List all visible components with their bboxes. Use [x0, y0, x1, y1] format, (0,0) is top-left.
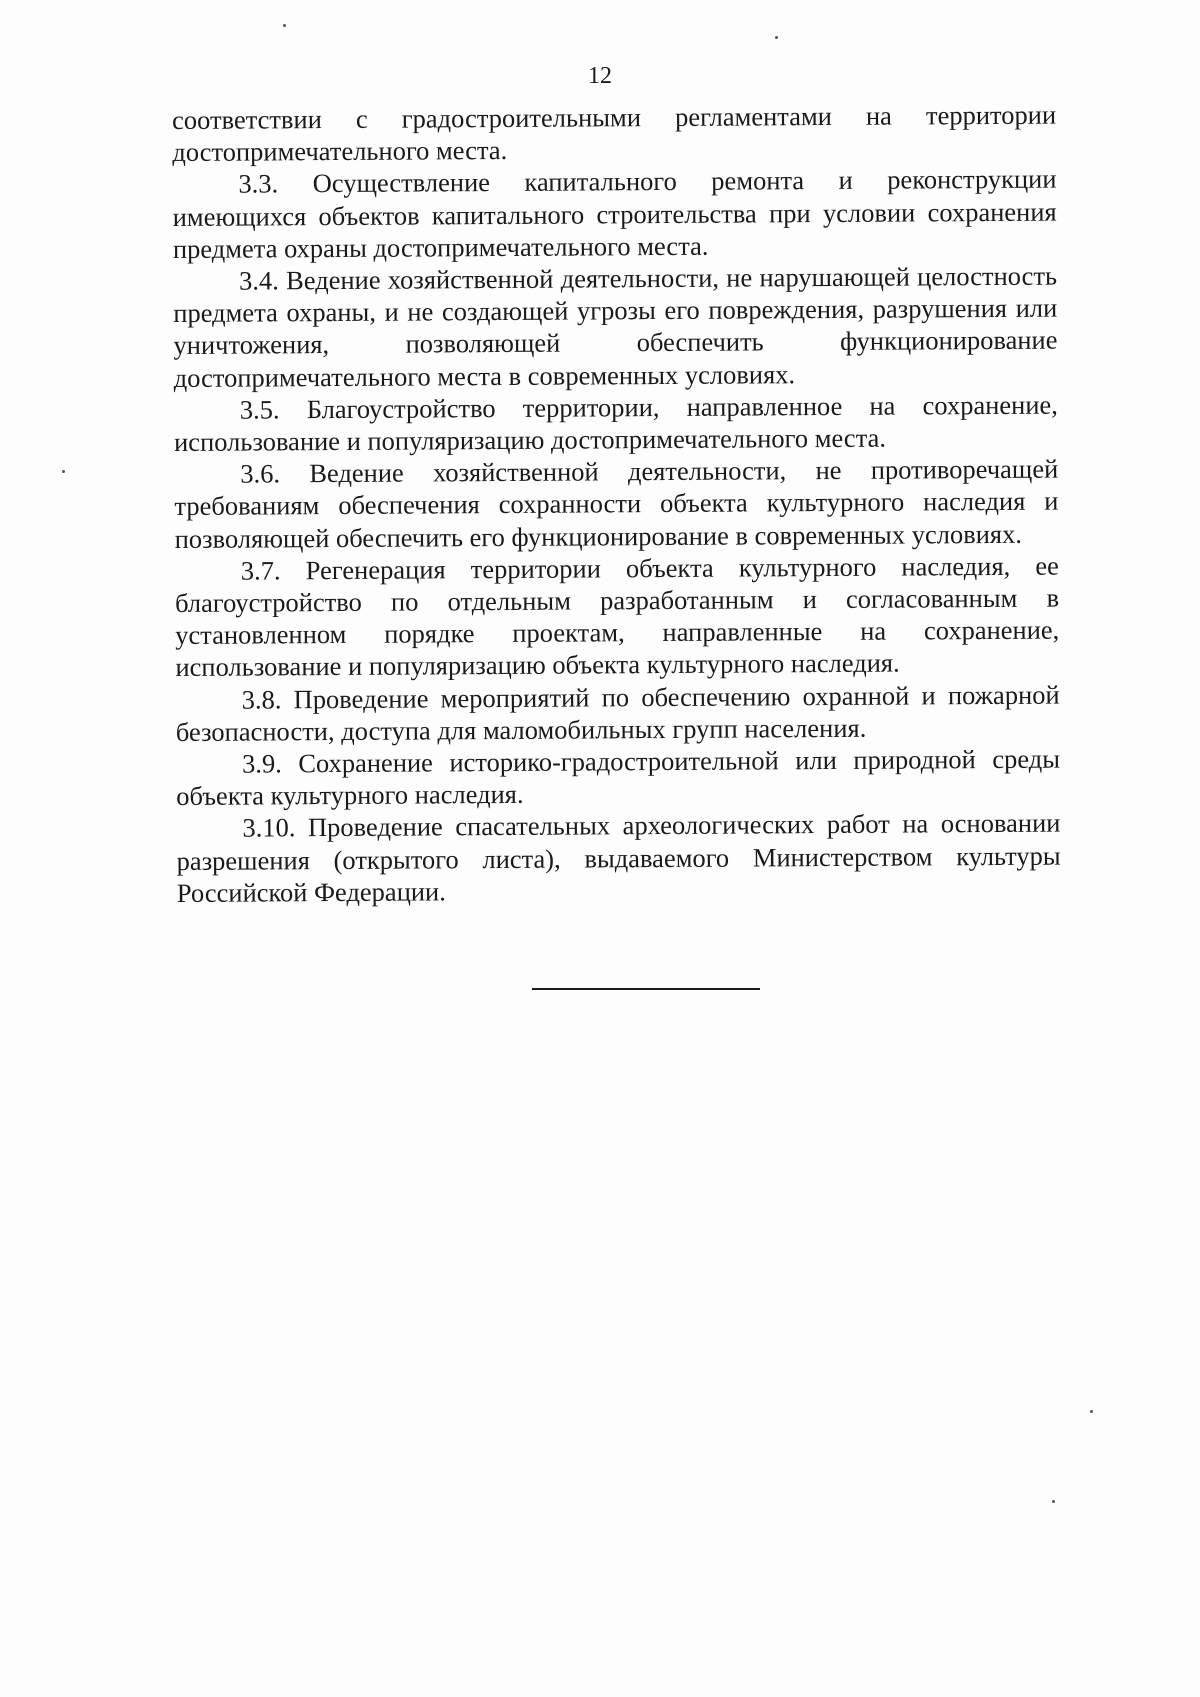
scan-speck	[775, 36, 778, 39]
scan-speck	[283, 24, 286, 27]
scan-speck	[1052, 1500, 1055, 1503]
closing-rule	[532, 988, 760, 990]
scan-speck	[1090, 1410, 1093, 1413]
paragraph-3-9: 3.9. Сохранение историко-градостроительной или природной среды объекта культурного наследия.	[176, 743, 1061, 812]
paragraph-3-8: 3.8. Проведение мероприятий по обеспечению охранной и пожарной безопасности, доступа для маломобильных групп населения.	[175, 679, 1060, 747]
page-number: 12	[588, 63, 612, 89]
paragraph-3-7: 3.7. Регенерация территории объекта культурного наследия, ее благоустройство по отдельным разработанным и согласованным в установленном порядке проектам, направленные на сохранение, использование и популяризацию объекта культурного наследия.	[174, 550, 1060, 683]
body-text	[172, 99, 1061, 909]
paragraph-3-3: 3.3. Осуществление капитального ремонта и реконструкции имеющихся объектов капитального строительства при условии сохранения предмета охраны достопримечательного места.	[172, 164, 1057, 264]
paragraph-3-5: 3.5. Благоустройство территории, направленное на сохранение, использование и популяризацию достопримечательного места.	[173, 389, 1058, 458]
scan-speck	[62, 470, 65, 473]
paragraph-3-10: 3.10. Проведение спасательных археологических работ на основании разрешения (открытого листа), выдаваемого Министерством культуры Российской Федерации.	[176, 808, 1061, 908]
paragraph-3-6: 3.6. Ведение хозяйственной деятельности, не противоречащей требованиям обеспечения сохранности объекта культурного наследия и позволяющей обеспечить его функционирование в современных условиях.	[174, 453, 1059, 554]
paragraph-continuation: соответствии с градостроительными регламентами на территории достопримечательного места.	[172, 99, 1057, 168]
paragraph-3-4: 3.4. Ведение хозяйственной деятельности, не нарушающей целостность предмета охраны, и не создающей угрозы его повреждения, разрушения или уничтожения, позволяющей обеспечить функционирование достопримечательного места в современных условиях.	[173, 260, 1058, 393]
